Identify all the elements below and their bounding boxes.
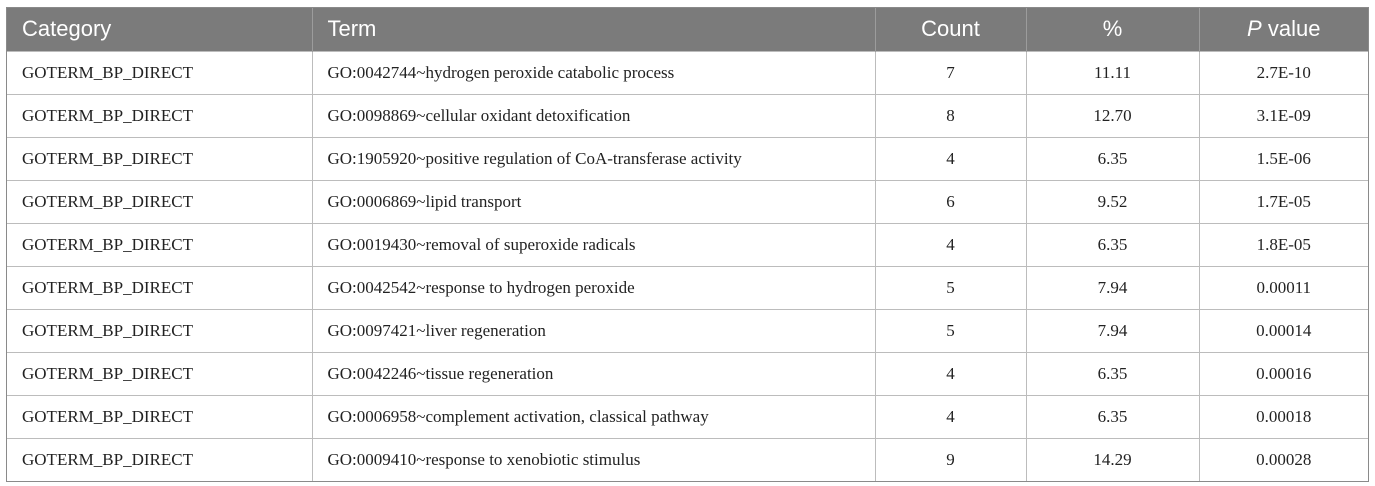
cell-percent: 7.94 (1026, 266, 1199, 309)
cell-p-value: 1.8E-05 (1199, 223, 1368, 266)
header-row (7, 8, 1368, 51)
table-body (7, 51, 1368, 481)
cell-category: GOTERM_BP_DIRECT (7, 51, 312, 94)
cell-percent: 6.35 (1026, 352, 1199, 395)
cell-p-value: 0.00011 (1199, 266, 1368, 309)
cell-percent: 9.52 (1026, 180, 1199, 223)
cell-term: GO:0019430~removal of superoxide radicals (312, 223, 875, 266)
cell-p-value: 0.00018 (1199, 395, 1368, 438)
cell-count: 4 (875, 137, 1026, 180)
cell-count: 4 (875, 223, 1026, 266)
cell-p-value: 0.00028 (1199, 438, 1368, 481)
cell-p-value: 1.7E-05 (1199, 180, 1368, 223)
table-row (7, 266, 1368, 309)
table-row (7, 223, 1368, 266)
cell-count: 4 (875, 352, 1026, 395)
table-row (7, 352, 1368, 395)
cell-percent: 7.94 (1026, 309, 1199, 352)
cell-percent: 6.35 (1026, 137, 1199, 180)
table-row (7, 137, 1368, 180)
cell-term: GO:0098869~cellular oxidant detoxification (312, 94, 875, 137)
cell-category: GOTERM_BP_DIRECT (7, 94, 312, 137)
cell-term: GO:0042246~tissue regeneration (312, 352, 875, 395)
cell-percent: 6.35 (1026, 395, 1199, 438)
cell-count: 5 (875, 309, 1026, 352)
cell-term: GO:0042542~response to hydrogen peroxide (312, 266, 875, 309)
table-row (7, 438, 1368, 481)
header-p-italic: P (1247, 16, 1262, 42)
cell-term: GO:1905920~positive regulation of CoA-transferase activity (312, 137, 875, 180)
cell-count: 4 (875, 395, 1026, 438)
cell-p-value: 0.00016 (1199, 352, 1368, 395)
cell-category: GOTERM_BP_DIRECT (7, 223, 312, 266)
cell-p-value: 3.1E-09 (1199, 94, 1368, 137)
cell-category: GOTERM_BP_DIRECT (7, 180, 312, 223)
cell-percent: 12.70 (1026, 94, 1199, 137)
cell-p-value: 0.00014 (1199, 309, 1368, 352)
table-row (7, 94, 1368, 137)
cell-term: GO:0042744~hydrogen peroxide catabolic process (312, 51, 875, 94)
go-enrichment-table (6, 7, 1369, 482)
cell-category: GOTERM_BP_DIRECT (7, 137, 312, 180)
header-percent: % (1026, 8, 1199, 51)
header-count: Count (875, 8, 1026, 51)
cell-category: GOTERM_BP_DIRECT (7, 266, 312, 309)
cell-category: GOTERM_BP_DIRECT (7, 309, 312, 352)
table (7, 8, 1368, 481)
header-term: Term (312, 8, 875, 51)
cell-category: GOTERM_BP_DIRECT (7, 438, 312, 481)
cell-term: GO:0006869~lipid transport (312, 180, 875, 223)
cell-count: 6 (875, 180, 1026, 223)
table-row (7, 395, 1368, 438)
cell-count: 9 (875, 438, 1026, 481)
table-header (7, 8, 1368, 51)
cell-percent: 14.29 (1026, 438, 1199, 481)
cell-p-value: 2.7E-10 (1199, 51, 1368, 94)
header-category: Category (7, 8, 312, 51)
header-p-rest: value (1261, 16, 1321, 42)
cell-count: 7 (875, 51, 1026, 94)
cell-term: GO:0006958~complement activation, classical pathway (312, 395, 875, 438)
cell-term: GO:0009410~response to xenobiotic stimulus (312, 438, 875, 481)
table-row (7, 51, 1368, 94)
cell-category: GOTERM_BP_DIRECT (7, 395, 312, 438)
table-row (7, 309, 1368, 352)
cell-term: GO:0097421~liver regeneration (312, 309, 875, 352)
cell-percent: 11.11 (1026, 51, 1199, 94)
cell-count: 5 (875, 266, 1026, 309)
cell-p-value: 1.5E-06 (1199, 137, 1368, 180)
cell-count: 8 (875, 94, 1026, 137)
header-p-value (1199, 8, 1368, 51)
cell-category: GOTERM_BP_DIRECT (7, 352, 312, 395)
table-row (7, 180, 1368, 223)
cell-percent: 6.35 (1026, 223, 1199, 266)
